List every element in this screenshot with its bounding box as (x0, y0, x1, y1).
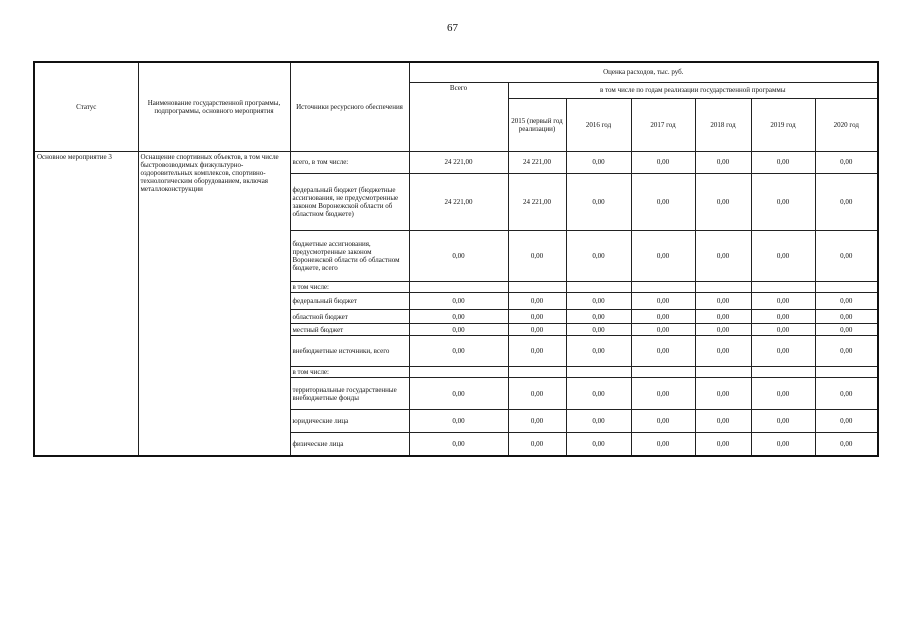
total-value-cell: 0,00 (409, 310, 508, 324)
year-value-cell: 0,00 (631, 293, 695, 310)
source-cell: внебюджетные источники, всего (290, 336, 409, 367)
total-value-cell: 24 221,00 (409, 152, 508, 174)
source-cell: физические лица (290, 433, 409, 456)
year-value-cell: 0,00 (815, 310, 878, 324)
year-value-cell: 0,00 (751, 433, 815, 456)
source-cell: в том числе: (290, 282, 409, 293)
page-number: 67 (447, 22, 458, 34)
year-value-cell: 0,00 (751, 378, 815, 410)
year-value-cell (695, 367, 751, 378)
year-value-cell: 0,00 (566, 310, 631, 324)
year-value-cell (631, 367, 695, 378)
year-value-cell: 0,00 (508, 378, 566, 410)
header-total: Всего (409, 83, 508, 152)
total-value-cell: 0,00 (409, 324, 508, 336)
year-value-cell: 0,00 (631, 410, 695, 433)
year-value-cell: 0,00 (695, 433, 751, 456)
year-value-cell: 0,00 (751, 310, 815, 324)
year-value-cell: 0,00 (631, 152, 695, 174)
total-value-cell: 0,00 (409, 410, 508, 433)
year-value-cell: 0,00 (695, 174, 751, 231)
year-value-cell: 0,00 (566, 324, 631, 336)
year-value-cell: 0,00 (751, 410, 815, 433)
year-value-cell: 0,00 (508, 336, 566, 367)
total-value-cell: 0,00 (409, 336, 508, 367)
year-value-cell (695, 282, 751, 293)
source-cell: всего, в том числе: (290, 152, 409, 174)
year-value-cell: 0,00 (508, 293, 566, 310)
year-value-cell: 0,00 (751, 231, 815, 282)
year-value-cell: 0,00 (508, 231, 566, 282)
header-cost-estimate: Оценка расходов, тыс. руб. (409, 62, 878, 83)
year-value-cell: 0,00 (508, 410, 566, 433)
year-value-cell: 0,00 (751, 324, 815, 336)
source-cell: юридические лица (290, 410, 409, 433)
source-cell: областной бюджет (290, 310, 409, 324)
year-value-cell: 0,00 (566, 231, 631, 282)
year-value-cell: 0,00 (751, 336, 815, 367)
header-year-2019: 2019 год (751, 99, 815, 152)
year-value-cell: 0,00 (815, 378, 878, 410)
source-cell: в том числе: (290, 367, 409, 378)
year-value-cell: 0,00 (631, 310, 695, 324)
year-value-cell: 0,00 (631, 324, 695, 336)
year-value-cell: 0,00 (815, 293, 878, 310)
year-value-cell: 0,00 (751, 174, 815, 231)
year-value-cell: 0,00 (631, 231, 695, 282)
year-value-cell: 0,00 (631, 336, 695, 367)
year-value-cell (751, 282, 815, 293)
header-status: Статус (34, 62, 138, 152)
year-value-cell (508, 282, 566, 293)
header-program-name: Наименование государственной программы, подпрограммы, основного мероприятия (138, 62, 290, 152)
year-value-cell (815, 367, 878, 378)
year-value-cell (751, 367, 815, 378)
year-value-cell: 0,00 (695, 336, 751, 367)
year-value-cell (566, 367, 631, 378)
status-cell: Основное мероприятие 3 (34, 152, 138, 456)
year-value-cell: 0,00 (815, 336, 878, 367)
header-year-2020: 2020 год (815, 99, 878, 152)
year-value-cell: 0,00 (566, 410, 631, 433)
header-year-2016: 2016 год (566, 99, 631, 152)
header-by-years: в том числе по годам реализации государственной программы (508, 83, 878, 99)
year-value-cell: 0,00 (695, 231, 751, 282)
table-row (34, 152, 878, 174)
year-value-cell: 0,00 (566, 293, 631, 310)
total-value-cell: 0,00 (409, 293, 508, 310)
year-value-cell: 0,00 (695, 410, 751, 433)
year-value-cell: 0,00 (815, 410, 878, 433)
year-value-cell: 0,00 (695, 324, 751, 336)
year-value-cell: 0,00 (508, 324, 566, 336)
source-cell: федеральный бюджет (290, 293, 409, 310)
year-value-cell (815, 282, 878, 293)
total-value-cell: 24 221,00 (409, 174, 508, 231)
total-value-cell: 0,00 (409, 433, 508, 456)
header-year-2015: 2015 (первый год реализации) (508, 99, 566, 152)
total-value-cell (409, 282, 508, 293)
year-value-cell: 0,00 (751, 152, 815, 174)
year-value-cell: 0,00 (566, 336, 631, 367)
program-name-cell: Оснащение спортивных объектов, в том числе быстровозводимых физкультурно-оздоровительных комплексов, спортивно-технологическим оборудованием, включая металлоконструкции (138, 152, 290, 456)
total-value-cell (409, 367, 508, 378)
year-value-cell: 0,00 (631, 378, 695, 410)
year-value-cell: 0,00 (566, 378, 631, 410)
header-sources: Источники ресурсного обеспечения (290, 62, 409, 152)
year-value-cell: 0,00 (631, 174, 695, 231)
year-value-cell: 0,00 (815, 174, 878, 231)
source-cell: федеральный бюджет (бюджетные ассигнования, не предусмотренные законом Воронежской области об областном бюджете) (290, 174, 409, 231)
resource-table (33, 61, 879, 457)
total-value-cell: 0,00 (409, 378, 508, 410)
source-cell: бюджетные ассигнования, предусмотренные законом Воронежской области об областном бюджете, всего (290, 231, 409, 282)
year-value-cell: 0,00 (695, 293, 751, 310)
year-value-cell: 0,00 (631, 433, 695, 456)
total-value-cell: 0,00 (409, 231, 508, 282)
year-value-cell (508, 367, 566, 378)
header-year-2017: 2017 год (631, 99, 695, 152)
year-value-cell: 0,00 (695, 378, 751, 410)
year-value-cell: 0,00 (815, 324, 878, 336)
year-value-cell: 0,00 (508, 433, 566, 456)
year-value-cell: 0,00 (566, 152, 631, 174)
year-value-cell: 0,00 (695, 310, 751, 324)
year-value-cell: 0,00 (566, 433, 631, 456)
year-value-cell: 24 221,00 (508, 152, 566, 174)
header-year-2018: 2018 год (695, 99, 751, 152)
year-value-cell (631, 282, 695, 293)
year-value-cell: 0,00 (815, 152, 878, 174)
year-value-cell: 0,00 (508, 310, 566, 324)
year-value-cell: 0,00 (695, 152, 751, 174)
year-value-cell: 0,00 (815, 231, 878, 282)
source-cell: местный бюджет (290, 324, 409, 336)
year-value-cell: 24 221,00 (508, 174, 566, 231)
source-cell: территориальные государственные внебюджетные фонды (290, 378, 409, 410)
year-value-cell (566, 282, 631, 293)
year-value-cell: 0,00 (751, 293, 815, 310)
year-value-cell: 0,00 (815, 433, 878, 456)
year-value-cell: 0,00 (566, 174, 631, 231)
